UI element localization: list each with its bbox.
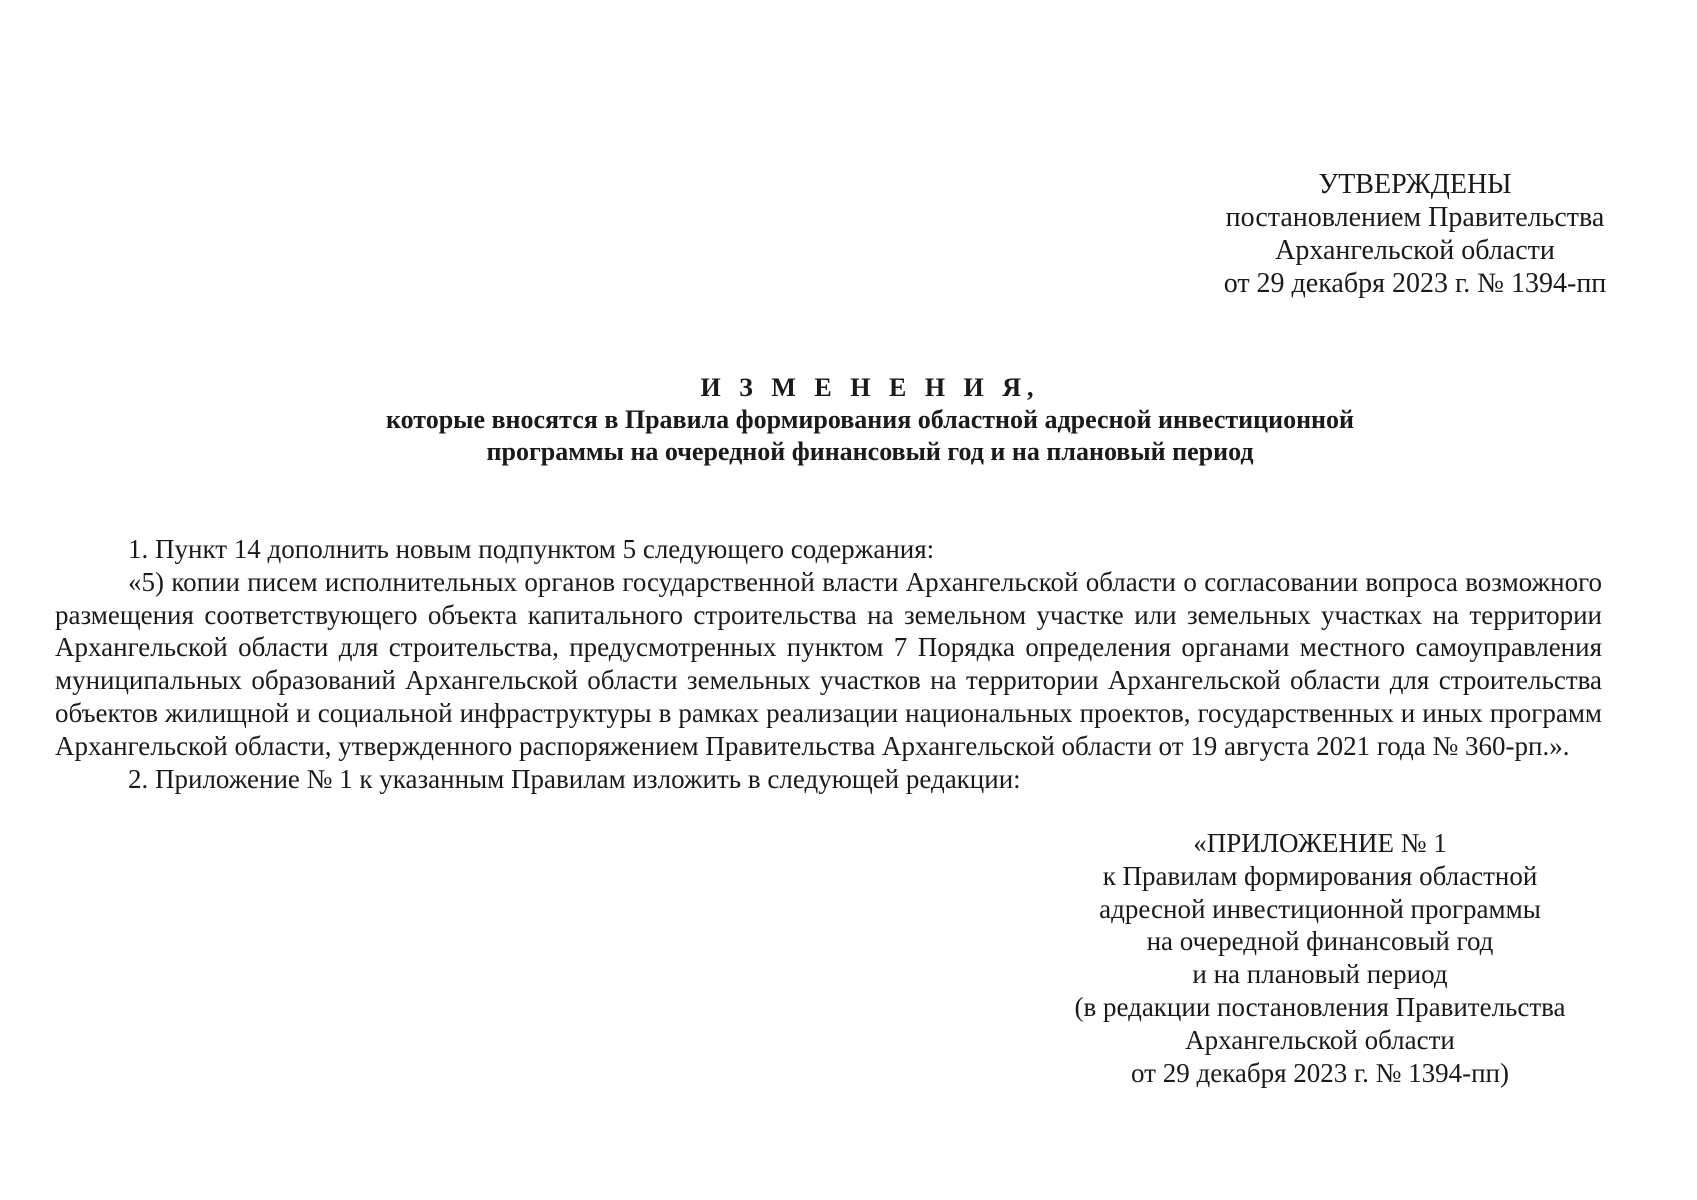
approval-authority: постановлением Правительства [1225,202,1605,233]
title-subtitle-line-2: программы на очередной финансовый год и на плановый период [486,437,1254,466]
appendix-line-8: от 29 декабря 2023 г. № 1394-пп) [1131,1057,1509,1088]
appendix-line-3: адресной инвестиционной программы [1099,893,1541,924]
approval-heading: УТВЕРЖДЕНЫ [1318,169,1512,200]
paragraph-2: «5) копии писем исполнительных органов государственной власти Архангельской области о согласовании вопроса возможного размещения соответствующего объекта капитального строительства на земельном участке или земельных участках на территории Архангельской области для строительства, предусмотренных пунктом 7 Порядка определения органами местного самоуправления муниципальных образований Архангельской области земельных участков на территории Архангельской области для строительства объектов жилищной и социальной инфраструктуры в рамках реализации национальных проектов, государственных и иных программ Архангельской области, утвержденного распоряжением Правительства Архангельской области от 19 августа 2021 года № 360-рп.». [55,566,1602,761]
document-title [0,372,1697,468]
paragraph-3: 2. Приложение № 1 к указанным Правилам изложить в следующей редакции: [128,763,1021,794]
appendix-title: «ПРИЛОЖЕНИЕ № 1 [1193,828,1447,858]
approval-region: Архангельской области [1275,235,1555,266]
appendix-line-7: Архангельской области [1185,1024,1455,1055]
paragraph-1: 1. Пункт 14 дополнить новым подпунктом 5 следующего содержания: [128,534,935,564]
appendix-line-4: на очередной финансовый год [1146,926,1494,957]
title-subtitle-line-1: которые вносятся в Правила формирования областной адресной инвестиционной [385,405,1355,434]
appendix-header-block [1040,827,1600,1089]
document-body [55,533,1602,795]
title-heading: И З М Е Н Е Н И Я, [700,373,1040,402]
approval-date-number: от 29 декабря 2023 г. № 1394-пп [1223,268,1607,299]
appendix-line-5: и на плановый период [1192,959,1448,990]
appendix-line-6: (в редакции постановления Правительства [1074,991,1566,1022]
appendix-line-2: к Правилам формирования областной [1102,860,1538,891]
approval-stamp-block [1180,168,1650,300]
